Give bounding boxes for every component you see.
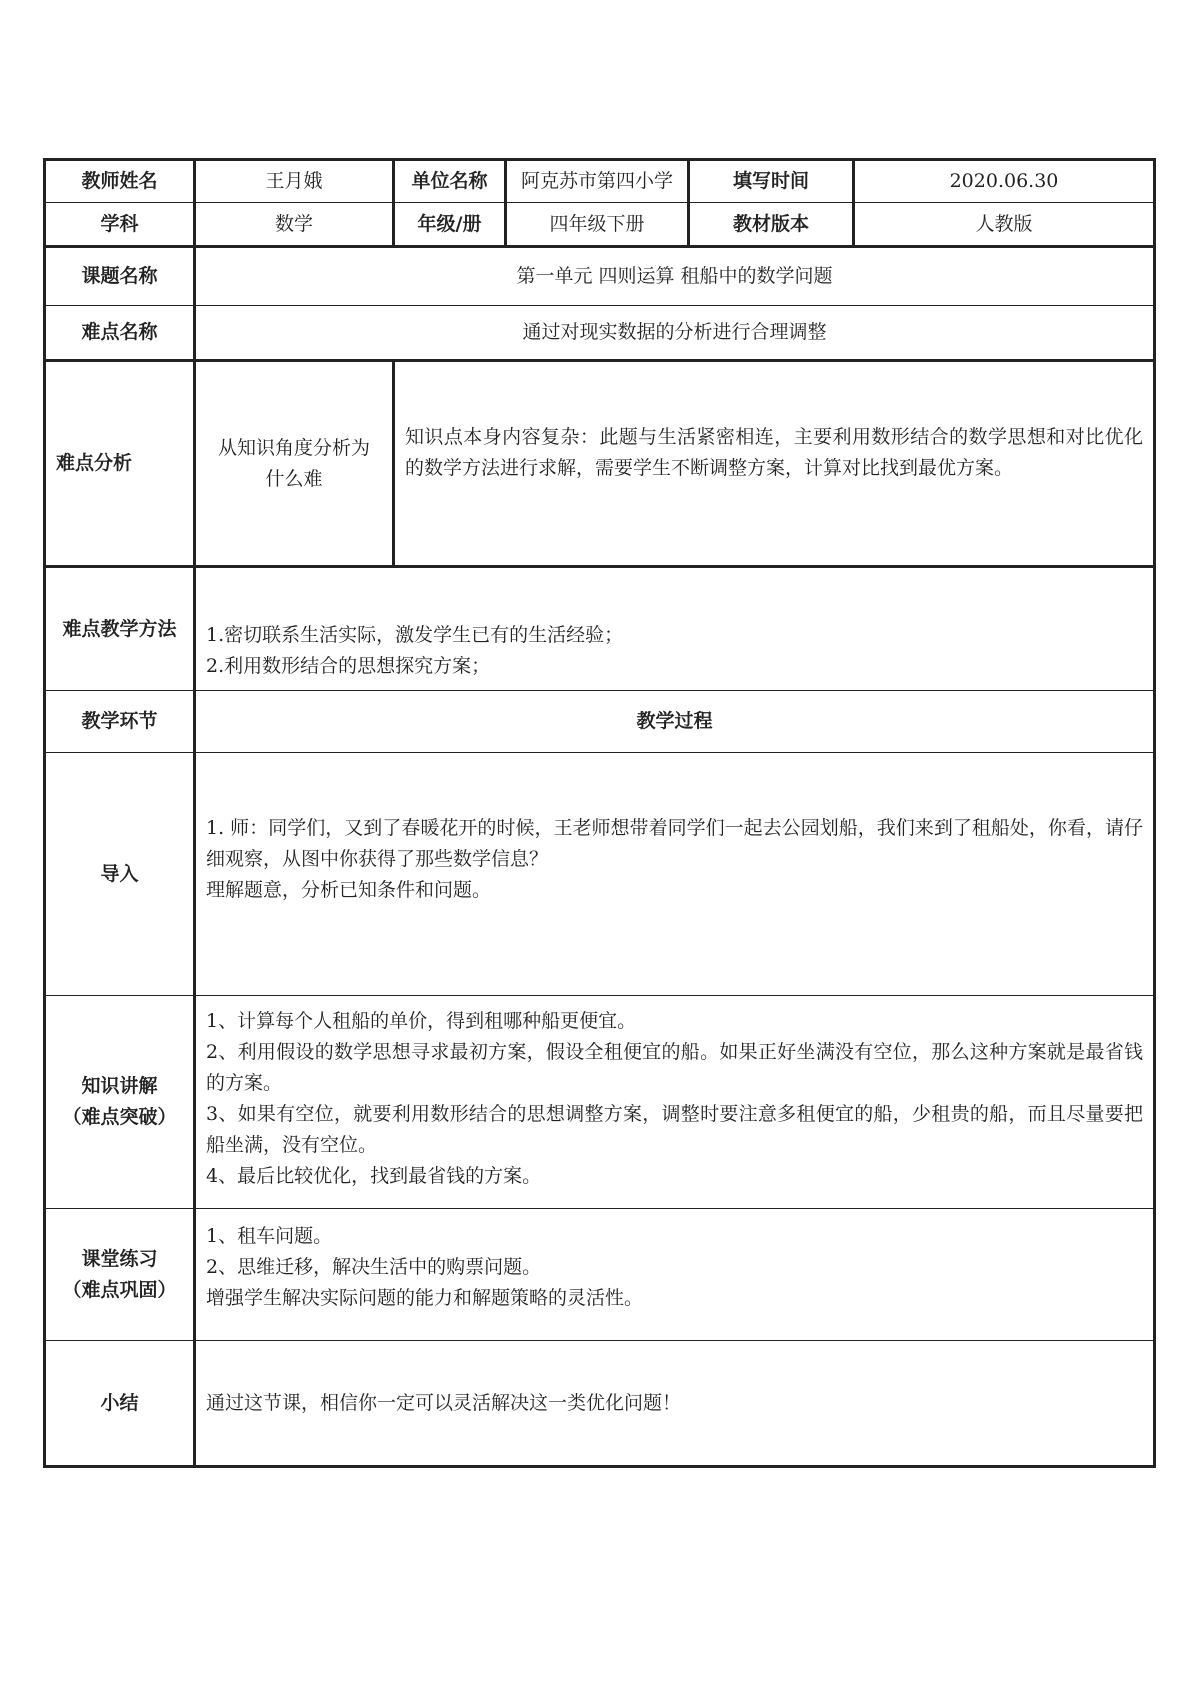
method-line-1: 1.密切联系生活实际，激发学生已有的生活经验； [206, 624, 624, 646]
practice-label [45, 1209, 195, 1341]
explain-label-line-2: （难点突破） [62, 1106, 177, 1128]
method-line-2: 2.利用数形结合的思想探究方案； [206, 655, 491, 677]
explain-line-2: 2、利用假设的数学思想寻求最初方案，假设全租便宜的船。如果正好坐满没有空位，那么这种方案就是最省钱的方案。 [206, 1041, 1143, 1094]
topic-value: 第一单元 四则运算 租船中的数学问题 [195, 247, 1155, 306]
explain-label [45, 996, 195, 1209]
subject-label: 学科 [45, 203, 195, 247]
teacher-name-value: 王月娥 [195, 160, 394, 203]
practice-label-line-2: （难点巩固） [62, 1278, 177, 1301]
intro-line-1: 1. 师：同学们，又到了春暖花开的时候，王老师想带着同学们一起去公园划船，我们来到了租船处，你看，请仔细观察，从图中你获得了那些数学信息？ [206, 817, 1143, 870]
stage-header: 教学环节 [45, 691, 195, 753]
practice-line-3: 增强学生解决实际问题的能力和解题策略的灵活性。 [206, 1287, 644, 1309]
fill-date-label: 填写时间 [689, 160, 854, 203]
difficulty-value: 通过对现实数据的分析进行合理调整 [195, 306, 1155, 361]
summary-text: 通过这节课，相信你一定可以灵活解决这一类优化问题！ [195, 1341, 1155, 1467]
practice-line-1: 1、租车问题。 [206, 1225, 333, 1247]
unit-name-label: 单位名称 [394, 160, 506, 203]
analysis-sub-label: 从知识角度分析为什么难 [195, 361, 394, 567]
explain-label-line-1: 知识讲解 [81, 1075, 158, 1097]
intro-line-2: 理解题意，分析已知条件和问题。 [206, 879, 492, 901]
edition-label: 教材版本 [689, 203, 854, 247]
teacher-name-label: 教师姓名 [45, 160, 195, 203]
grade-label: 年级/册 [394, 203, 506, 247]
practice-content [195, 1209, 1155, 1341]
subject-value: 数学 [195, 203, 394, 247]
grade-value: 四年级下册 [506, 203, 689, 247]
explain-line-4: 4、最后比较优化，找到最省钱的方案。 [206, 1165, 542, 1187]
process-header: 教学过程 [195, 691, 1155, 753]
explain-content [195, 996, 1155, 1209]
explain-line-3: 3、如果有空位，就要利用数形结合的思想调整方案，调整时要注意多租便宜的船，少租贵的船，而且尽量要把船坐满，没有空位。 [206, 1103, 1143, 1156]
analysis-label: 难点分析 [45, 361, 195, 567]
unit-name-value: 阿克苏市第四小学 [506, 160, 689, 203]
practice-line-2: 2、思维迁移，解决生活中的购票问题。 [206, 1256, 542, 1278]
method-label: 难点教学方法 [45, 567, 195, 691]
method-content [195, 567, 1155, 691]
explain-line-1: 1、计算每个人租船的单价，得到租哪种船更便宜。 [206, 1010, 637, 1032]
topic-label: 课题名称 [45, 247, 195, 306]
lesson-plan-table [43, 158, 1156, 1468]
practice-label-line-1: 课堂练习 [81, 1247, 158, 1270]
edition-value: 人教版 [854, 203, 1155, 247]
intro-label: 导入 [45, 753, 195, 996]
difficulty-label: 难点名称 [45, 306, 195, 361]
summary-label: 小结 [45, 1341, 195, 1467]
analysis-text: 知识点本身内容复杂：此题与生活紧密相连，主要利用数形结合的数学思想和对比优化的数学方法进行求解，需要学生不断调整方案，计算对比找到最优方案。 [394, 361, 1155, 567]
fill-date-value: 2020.06.30 [854, 160, 1155, 203]
intro-content [195, 753, 1155, 996]
